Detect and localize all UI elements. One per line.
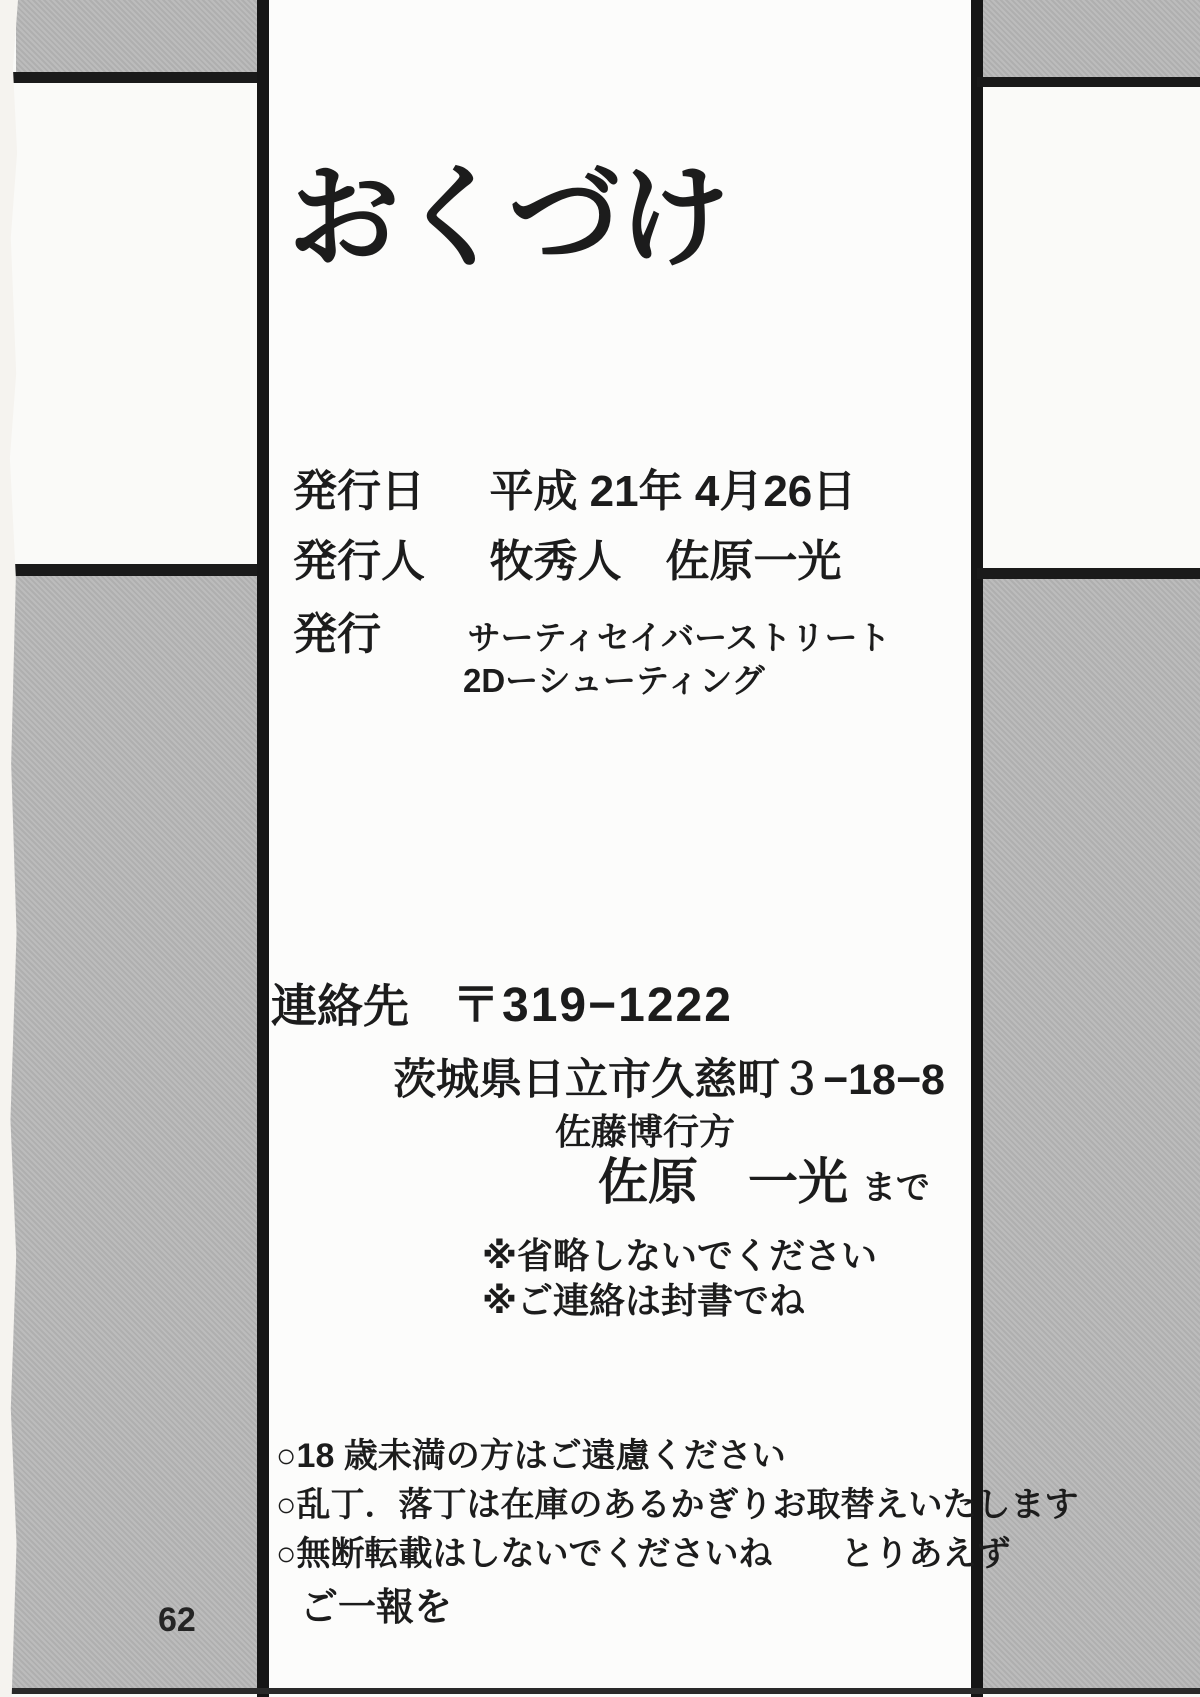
- notice-footer-contact-us: ご一報を: [300, 1587, 453, 1629]
- left-mid-rule: [12, 564, 258, 576]
- left-margin-gray-top: [16, 0, 257, 72]
- left-column-rule: [257, 0, 269, 1697]
- publisher-person-value: 牧秀人 佐原一光: [489, 537, 842, 586]
- publication-date-value: 平成 21年 4月26日: [489, 467, 857, 516]
- publisher-circle-name-line2: 2Dーシューティング: [463, 662, 765, 699]
- right-margin-gray-top: [983, 0, 1200, 77]
- notice-no-reproduction: ○無断転載はしないでくださいね とりあえず: [276, 1535, 1011, 1573]
- contact-recipient-suffix: まで: [861, 1169, 930, 1207]
- contact-note-sealed-letter: ※ご連絡は封書でね: [482, 1280, 805, 1321]
- publication-row-publisher: [293, 598, 891, 662]
- publication-date-label: 発行日: [293, 467, 425, 516]
- contact-address: 茨城県日立市久慈町３−18−8: [393, 1056, 945, 1104]
- page-number: 62: [158, 1601, 196, 1639]
- contact-label: 連絡先: [271, 980, 409, 1032]
- publisher-label: 発行: [293, 610, 381, 659]
- contact-recipient-name: 佐原 一光: [598, 1154, 848, 1210]
- notice-age-restriction: ○18 歳未満の方はご遠慮ください: [276, 1437, 786, 1475]
- publisher-person-label: 発行人: [293, 537, 425, 586]
- contact-note-no-omission: ※省略しないでください: [482, 1235, 877, 1276]
- contact-care-of: 佐藤博行方: [555, 1111, 736, 1152]
- left-top-rule: [8, 72, 258, 83]
- publication-row-date: [293, 455, 856, 519]
- left-margin-gray-bottom: [10, 576, 257, 1688]
- right-top-rule: [977, 77, 1200, 87]
- right-column-rule: [971, 0, 983, 1697]
- page-title: おくづけ: [288, 155, 728, 280]
- contact-recipient: [598, 1142, 930, 1214]
- right-mid-rule: [977, 568, 1200, 579]
- publisher-circle-name: サーティセイバーストリート: [467, 619, 891, 656]
- notice-misprint-exchange: ○乱丁．落丁は在庫のあるかぎりお取替えいたします: [276, 1486, 1079, 1524]
- publication-row-publisher-person: [293, 525, 841, 589]
- bottom-scan-rule: [0, 1688, 1200, 1694]
- contact-postal-code: 〒319−1222: [452, 979, 733, 1032]
